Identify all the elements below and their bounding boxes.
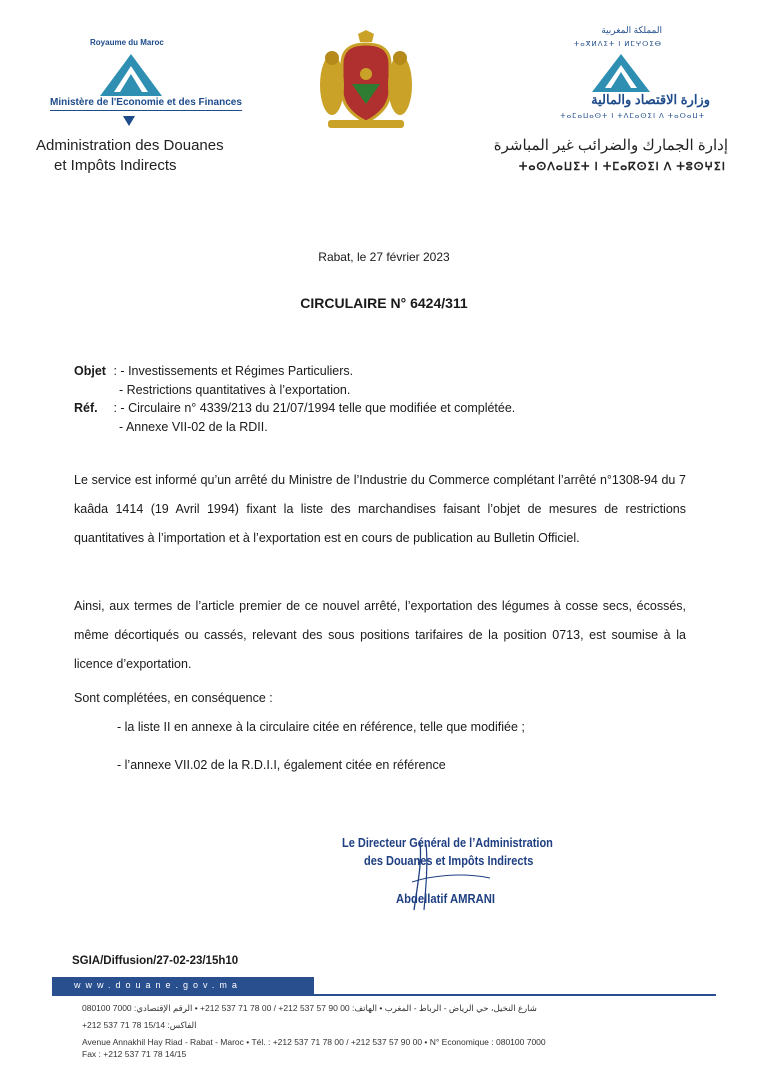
admin-tifinagh: ⵜⴰⵙⴷⴰⵡⵉⵜ ⵏ ⵜⵎⴰⴽⵙⵉⵏ ⴷ ⵜⵓⵙⵖⵉⵏ <box>518 161 726 173</box>
circular-title: CIRCULAIRE N° 6424/311 <box>300 295 468 311</box>
admin-arabic: إدارة الجمارك والضرائب غير المباشرة <box>493 137 728 154</box>
body-paragraph-3: Sont complétées, en conséquence : <box>74 691 273 705</box>
ref-row <box>74 399 515 418</box>
ministry-name: Ministère de l'Economie et des Finances <box>50 97 242 111</box>
body-paragraph-2: Ainsi, aux termes de l’article premier de ce nouvel arrêté, l’exportation des légumes à cosse secs, écossés, même décortiqués ou cassés, relevant des sous positions tarifaires de la position 0713, est soumise à la licence d’exportation. <box>74 599 686 671</box>
objet-row <box>74 362 515 381</box>
header-left-logo <box>30 30 242 180</box>
website-bar <box>52 977 314 994</box>
ministry-tifinagh: ⵜⴰⵎⴰⵡⴰⵙⵜ ⵏ ⵜⴷⵎⴰⵙⵉⵏ ⴷ ⵜⴰⵔⴰⵡⵜ <box>560 113 705 120</box>
ref-label: Réf. <box>74 401 98 415</box>
list-item: - la liste II en annexe à la circulaire citée en référence, telle que modifiée ; <box>117 720 525 734</box>
signature-title-line2: des Douanes et Impôts Indirects <box>364 854 534 868</box>
website-link[interactable]: www.douane.gov.ma <box>74 980 242 990</box>
ministry-arabic: وزارة الاقتصاد والمالية <box>591 92 710 107</box>
objet-label: Objet <box>74 364 106 378</box>
royal-coat-of-arms-emblem <box>318 30 414 130</box>
footer-fax-french: Fax : +212 537 71 78 14/15 <box>82 1049 187 1059</box>
footer-address-arabic: شارع النخيل، حي الرياض - الرباط - المغرب • الهاتف: 00 90 57 537 212+ / 00 78 71 537 212+ • الرقم الإقتصادي: 7000 080100 <box>82 1003 537 1013</box>
subject-reference-block <box>74 362 515 436</box>
kingdom-arabic: المملكة المغربية <box>601 25 662 35</box>
header-right-logo <box>493 20 740 180</box>
document-date: Rabat, le 27 février 2023 <box>318 250 450 264</box>
diffusion-reference: SGIA/Diffusion/27-02-23/15h10 <box>72 955 239 967</box>
footer-address-french: Avenue Annakhil Hay Riad - Rabat - Maroc • Tél. : +212 537 71 78 00 / +212 537 57 90 00 • N° Economique : 080100 7000 <box>82 1037 546 1047</box>
objet-line2: - Restrictions quantitatives à l’exportation. <box>119 382 351 397</box>
admin-name-line2: et Impôts Indirects <box>54 157 177 174</box>
small-triangle-icon <box>122 115 136 127</box>
body-paragraph-1: Le service est informé qu’un arrêté du Ministre de l’Industrie du Commerce complétant l’arrêté n°1308-94 du 7 kaâda 1414 (19 Avril 1994) fixant la liste des marchandises faisant l’objet de mesures de restrictions quantitatives à l’importation et à l’exportation est en cours de publication au Bulletin Officiel. <box>74 473 686 545</box>
ref-line2: - Annexe VII-02 de la RDII. <box>119 419 268 434</box>
footer-divider <box>52 994 716 996</box>
objet-line1: : - Investissements et Régimes Particuliers. <box>113 364 354 378</box>
list-item: - l’annexe VII.02 de la R.D.I.I, également citée en référence <box>117 758 446 772</box>
objet-line2-row <box>74 381 515 400</box>
kingdom-label: Royaume du Maroc <box>90 38 164 47</box>
ref-line2-row <box>74 418 515 437</box>
ref-line1: : - Circulaire n° 4339/213 du 21/07/1994 telle que modifiée et complétée. <box>113 401 516 415</box>
signature-title-line1: Le Directeur Général de l’Administration <box>342 836 553 850</box>
ministry-triangle-logo <box>98 52 164 100</box>
footer-fax-arabic: الفاكس: 15/14 78 71 537 212+ <box>82 1020 197 1030</box>
admin-name-line1: Administration des Douanes <box>36 137 224 154</box>
ministry-triangle-logo-right <box>590 52 652 94</box>
kingdom-tifinagh: ⵜⴰⴳⵍⴷⵉⵜ ⵏ ⵍⵎⵖⵔⵉⴱ <box>573 41 662 48</box>
signatory-name: Abdellatif AMRANI <box>396 892 495 906</box>
